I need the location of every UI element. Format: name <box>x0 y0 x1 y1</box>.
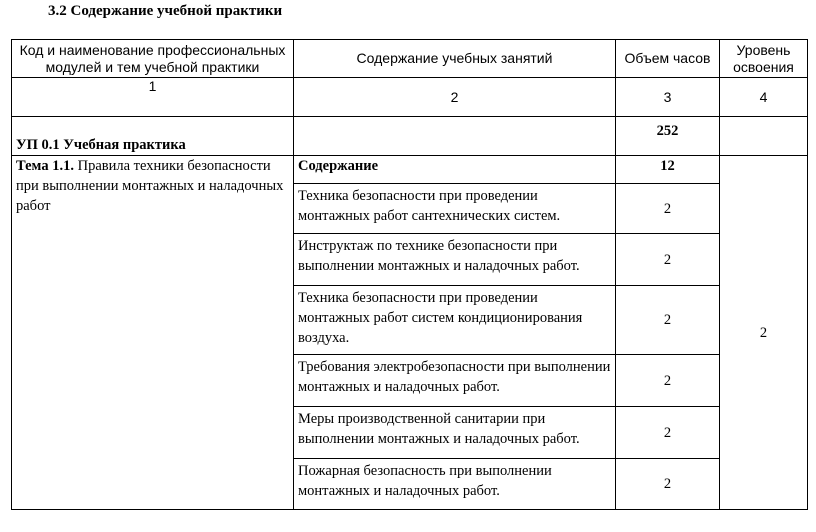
up-title: УП 0.1 Учебная практика <box>12 117 294 156</box>
col-number-1: 1 <box>12 78 294 117</box>
topic-item-text: Техника безопасности при проведении монтажных работ сантехнических систем. <box>294 184 616 234</box>
topic-title <box>12 156 294 510</box>
col-number-2: 2 <box>294 78 616 117</box>
topic-label-bold: Тема 1.1. <box>16 158 74 174</box>
topic-item-hours: 2 <box>616 407 720 459</box>
topic-item-hours: 2 <box>616 286 720 355</box>
col-number-3: 3 <box>616 78 720 117</box>
header-level: Уровень освоения <box>720 40 808 78</box>
topic-item-text: Техника безопасности при проведении монтажных работ систем кондиционирования воздуха. <box>294 286 616 355</box>
topic-item-hours: 2 <box>616 459 720 510</box>
topic-item-text: Инструктаж по технике безопасности при выполнении монтажных и наладочных работ. <box>294 234 616 286</box>
topic-item-text: Пожарная безопасность при выполнении монтажных и наладочных работ. <box>294 459 616 510</box>
col-number-4: 4 <box>720 78 808 117</box>
topic-item-hours: 2 <box>616 184 720 234</box>
up-hours: 252 <box>616 117 720 156</box>
header-hours: Объем часов <box>616 40 720 78</box>
section-heading: 3.2 Содержание учебной практики <box>48 3 283 19</box>
topic-content-hours: 12 <box>616 156 720 184</box>
table-number-row <box>12 78 808 117</box>
header-content: Содержание учебных занятий <box>294 40 616 78</box>
topic-content-row <box>12 156 808 184</box>
topic-item-hours: 2 <box>616 355 720 407</box>
practice-table <box>11 39 808 510</box>
header-module: Код и наименование профессиональных модулей и тем учебной практики <box>12 40 294 78</box>
topic-label-rest: Правила техники безопасности при выполнении монтажных и наладочных работ <box>16 158 284 214</box>
up-row <box>12 117 808 156</box>
table-header-row <box>12 40 808 78</box>
topic-level: 2 <box>720 156 808 510</box>
up-level-empty <box>720 117 808 156</box>
topic-content-label: Содержание <box>294 156 616 184</box>
topic-item-text: Меры производственной санитарии при выполнении монтажных и наладочных работ. <box>294 407 616 459</box>
up-content-empty <box>294 117 616 156</box>
topic-item-text: Требования электробезопасности при выполнении монтажных и наладочных работ. <box>294 355 616 407</box>
topic-item-hours: 2 <box>616 234 720 286</box>
